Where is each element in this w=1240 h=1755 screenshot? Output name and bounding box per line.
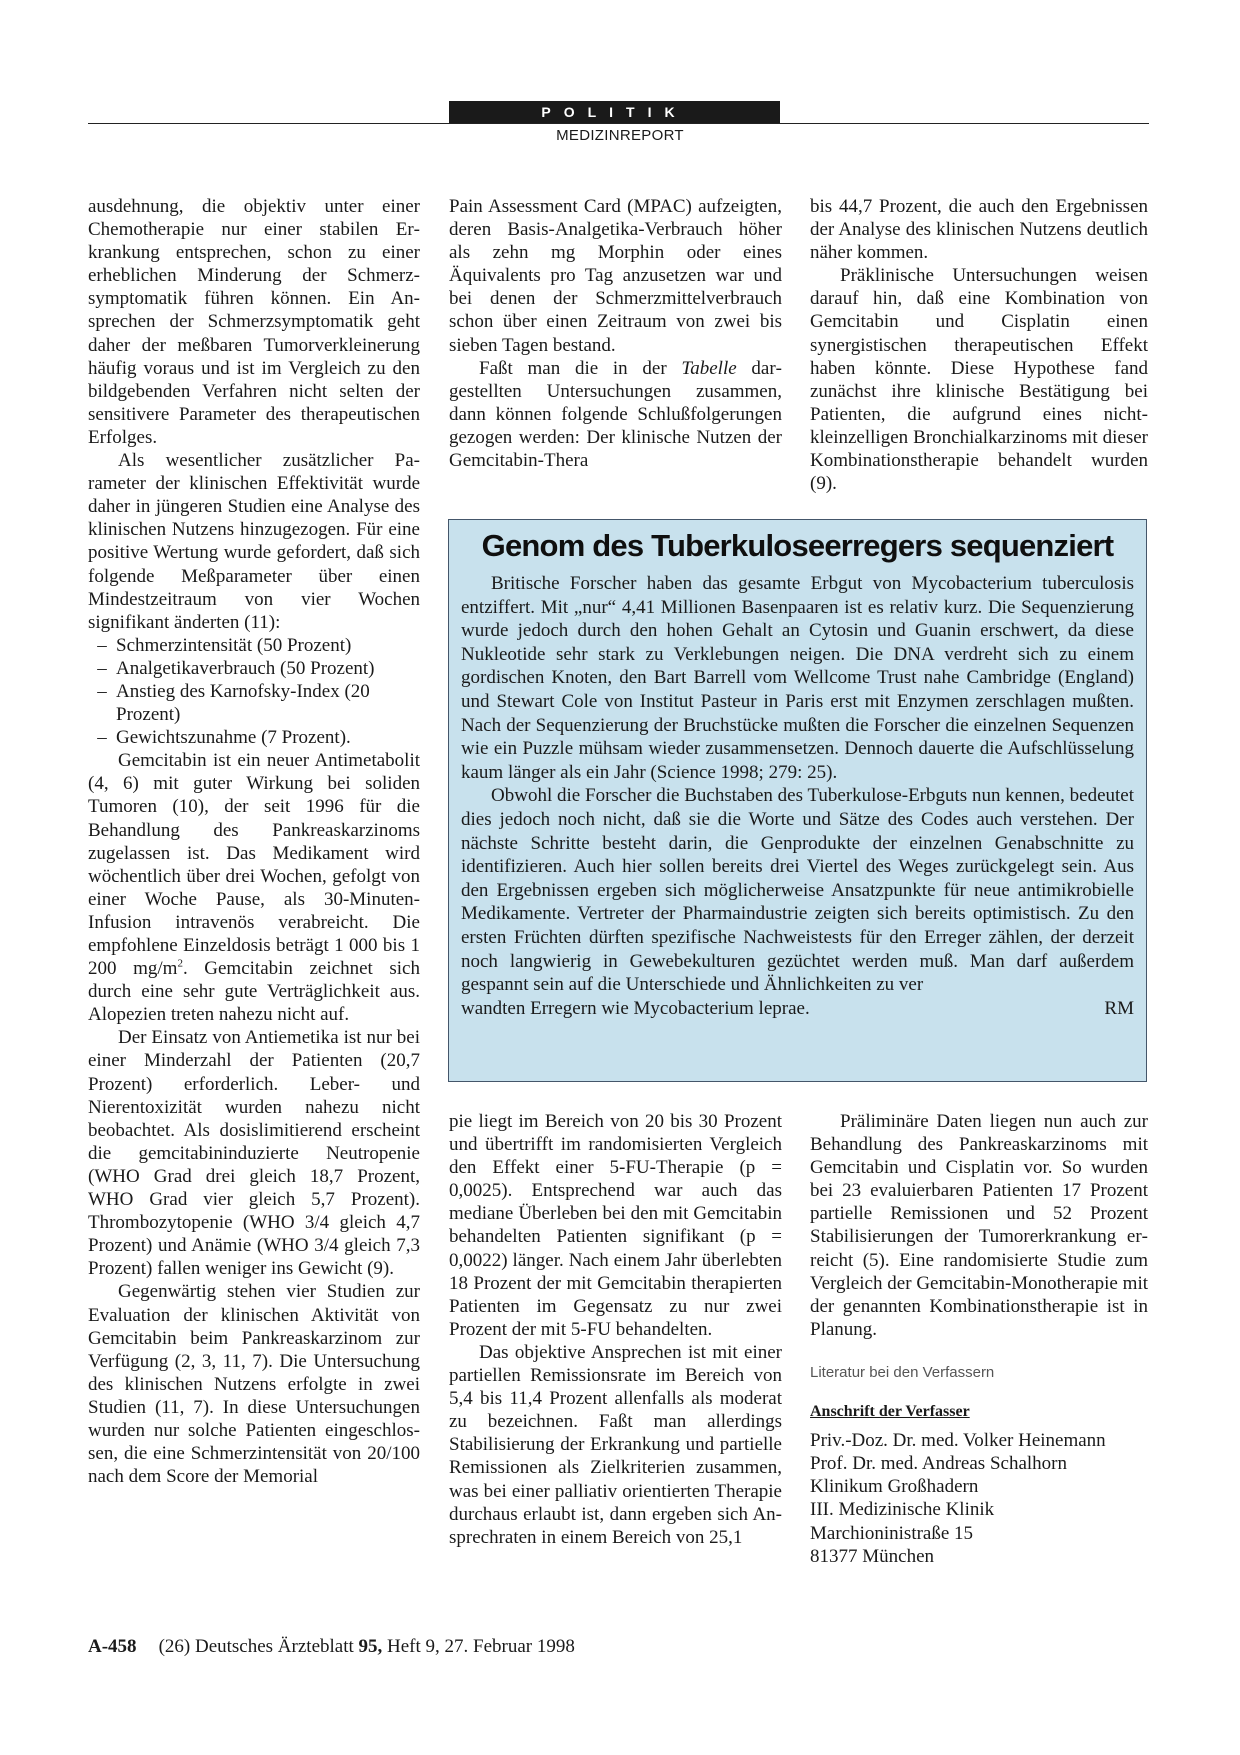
author-address: [810, 1429, 1148, 1568]
paragraph: bis 44,7 Prozent, die auch den Ergebnissen der Analyse des klinischen Nutzens deutlich näher kommen.: [810, 196, 1148, 264]
paragraph: ausdehnung, die objektiv unter einer Chemotherapie nur einer stabilen Erkrankung entsprechen, schon zu einer erheblichen Minderung der Schmerzsymptomatik führen können. Ein Ansprechen der Schmerzsymptomatik geht daher der meßbaren Tumorverkleinerung häufig voraus und ist im Vergleich zu den bildgebenden Verfahren nicht selten der sensitivere Parameter des therapeutischen Erfolges.: [88, 196, 420, 448]
address-heading: Anschrift der Verfasser: [810, 1403, 970, 1421]
paragraph: Das objektive Ansprechen ist mit einer partiellen Remissionsrate im Bereich von 5,4 bis 11,4 Prozent allenfalls als moderat zu bezeichnen. Faßt man allerdings Stabilisierung der Erkrankung und partielle Remissionen als Zielkriterien zusammen, was bei einer palliativ orientierten Therapie durchaus erlaubt ist, dann ergeben sich Ansprechraten in einem Bereich von 25,1: [449, 1341, 782, 1548]
page-number: A-458: [88, 1636, 137, 1657]
column-2-bottom: [449, 1110, 782, 1549]
list-item: – Analgetikaverbrauch (50 Prozent): [97, 657, 375, 679]
address-line: Priv.-Doz. Dr. med. Volker Heinemann: [810, 1430, 1106, 1452]
page-footer: [88, 1636, 575, 1658]
address-line: Prof. Dr. med. Andreas Schalhorn: [810, 1453, 1067, 1475]
address-line: III. Medizinische Klinik: [810, 1499, 995, 1521]
paragraph: Der Einsatz von Antiemetika ist nur bei einer Minderzahl der Patienten (20,7 Prozent) erforderlich. Leber- und Nierentoxizität wurden nahezu nicht beobachtet. Als dosislimitierend erscheint die gemcitabininduzierte Neutropenie (WHO Grad drei gleich 18,7 Prozent, WHO Grad vier gleich 5,7 Prozent). Thrombozytopenie (WHO 3/4 gleich 4,7 Prozent) und Anämie (WHO 3/4 gleich 7,3 Prozent) fallen weniger ins Gewicht (9).: [88, 1027, 420, 1280]
box-paragraph-last: wandten Erregern wie Mycobacterium leprae. RM: [461, 997, 1134, 1019]
paragraph: Faßt man die in der Tabelle dargestellten Untersuchungen zusammen, dann können folgende Schlußfolgerungen gezogen werden: Der klinische Nutzen der Gemcitabin-Thera: [449, 357, 782, 472]
citation: (26) Deutsches Ärzteblatt 95, Heft 9, 27. Februar 1998: [158, 1636, 575, 1657]
literature-note: Literatur bei den Verfassern: [810, 1363, 995, 1381]
column-3-top: [810, 195, 1148, 495]
list-item: – Anstieg des Karnofsky-Index (20 Prozent): [97, 680, 370, 726]
address-line: Klinikum Großhadern: [810, 1476, 979, 1498]
box-author: RM: [1104, 997, 1134, 1019]
criteria-list: [88, 634, 420, 749]
column-1: [88, 195, 420, 1488]
paragraph: Pain Assessment Card (MPAC) aufzeigten, deren Basis-Analgetika-Verbrauch höher als zehn mg Morphin oder eines Äquivalents pro Tag anzusetzen war und bei denen der Schmerzmittelverbrauch schon über einen Zeitraum von zwei bis sieben Tagen bestand.: [449, 196, 782, 356]
column-2-top: [449, 195, 782, 472]
paragraph: pie liegt im Bereich von 20 bis 30 Prozent und übertrifft im randomisierten Vergleich den Effekt einer 5-FU-Therapie (p = 0,0025). Entsprechend war auch das mediane Überleben bei den mit Gemcitabin behandelten Patienten signifikant (p = 0,0022) länger. Nach einem Jahr überlebten 18 Prozent der mit Gemcitabin therapierten Patienten im Gegensatz zu nur zwei Prozent der mit 5-FU behandelten.: [449, 1111, 782, 1340]
list-item: – Gewichtszunahme (7 Prozent).: [97, 727, 351, 749]
header-rule: [88, 123, 1149, 124]
subressort-label: MEDIZINREPORT: [556, 127, 684, 144]
info-box: [448, 519, 1147, 1082]
address-line: 81377 München: [810, 1545, 935, 1567]
box-paragraph: Obwohl die Forscher die Buchstaben des Tuberkulose-Erbguts nun kennen, bedeutet dies jedoch noch nicht, daß sie die Worte und Sätze des Codes auch verstehen. Der nächste Schritte besteht darin, die Genprodukte der einzelnen Genabschnitte zu identifizieren. Auch hier sollen bereits drei Viertel des Weges zurückgelegt sein. Aus den Ergebnissen ergeben sich möglicherweise Ansatzpunkte für neue antimikrobielle Medikamente. Vertreter der Pharmaindustrie zeigten sich bereits optimistisch. Zu den ersten Früchten dürften spezifische Nachweistests für den Erreger zählen, der derzeit noch langwierig in Gewebekulturen gezüchtet werden muß. Man darf außerdem gespannt sein auf die Unterschiede und Ähnlichkeiten zu ver: [461, 785, 1134, 996]
ressort-label: POLITIK: [449, 101, 780, 123]
paragraph: Gegenwärtig stehen vier Studien zur Evaluation der klinischen Aktivität von Gemcitabin beim Pankreaskarzinom zur Verfügung (2, 3, 11, 7). Die Untersuchung des klinischen Nutzens erfolgte in zwei Studien (11, 7). In diese Untersuchungen wurden nur solche Patienten eingeschlossen, die eine Schmerzintensität von 20/100 nach dem Score der Memorial: [88, 1281, 420, 1488]
paragraph: Präliminäre Daten liegen nun auch zur Behandlung des Pankreaskarzinoms mit Gemcitabin und Cisplatin vor. So wurden bei 23 evaluierbaren Patienten 17 Prozent partielle Remissionen und 52 Prozent Stabilisierungen der Tumorerkrankung erreicht (5). Eine randomisierte Studie zum Vergleich der Gemcitabin-Monotherapie mit der genannten Kombinationstherapie ist in Planung.: [810, 1111, 1148, 1340]
list-item: – Schmerzintensität (50 Prozent): [97, 634, 352, 656]
paragraph: Gemcitabin ist ein neuer Antimetabolit (4, 6) mit guter Wirkung bei soliden Tumoren (10), der seit 1996 für die Behandlung des Pankreaskarzinoms zugelassen ist. Das Medikament wird wöchentlich über drei Wochen, gefolgt von einer Woche Pause, als 30-Minuten-Infusion intravenös verabreicht. Die empfohlene Einzeldosis beträgt 1 000 bis 1 200 $mg/m^2$. Gemcitabin zeichnet sich durch eine sehr gute Verträglichkeit aus. Alopezien treten nahezu nicht auf.: [88, 750, 420, 1026]
box-title: Genom des Tuberkuloseerregers sequenziert: [481, 528, 1114, 563]
paragraph: Als wesentlicher zusätzlicher Parameter der klinischen Effektivität wurde daher in jüngeren Studien eine Analyse des klinischen Nutzens hinzugezogen. Für eine positive Wertung wurde gefordert, daß sich folgende Meßparameter über einen Mindestzeitraum von vier Wochen signifikant änderten (11):: [88, 450, 420, 633]
column-3-bottom: [810, 1110, 1148, 1568]
box-paragraph: Britische Forscher haben das gesamte Erbgut von Mycobacterium tuberculosis entziffert. Mit „nur“ 4,41 Millionen Basenpaaren ist es relativ kurz. Die Sequenzierung wurde jedoch durch den hohen Gehalt an Cytosin und Guanin erschwert, da diese Nukleotide sehr stark zu Verklebungen neigen. Die DNA verdreht sich zu einem gordischen Knoten, den Bart Barrell vom Wellcome Trust nahe Cambridge (England) und Stewart Cole von Institut Pasteur in Paris erst mit Enzymen zerschlagen mußten. Nach der Sequenzierung der Bruchstücke mußten die Forscher die einzelnen Sequenzen wie ein Puzzle mühsam wieder zusammensetzen. Dennoch dauerte die Aufschlüsselung kaum länger als ein Jahr (Science 1998; 279: 25).: [461, 573, 1134, 783]
address-line: Marchioninistraße 15: [810, 1522, 974, 1544]
paragraph: Präklinische Untersuchungen weisen darauf hin, daß eine Kombination von Gemcitabin und Cisplatin einen synergistischen therapeutischen Effekt haben könnte. Diese Hypothese fand zunächst ihre klinische Bestätigung bei Patienten, die aufgrund eines nicht-kleinzelligen Bronchialkarzinoms mit dieser Kombinationstherapie behandelt wurden (9).: [810, 265, 1148, 495]
